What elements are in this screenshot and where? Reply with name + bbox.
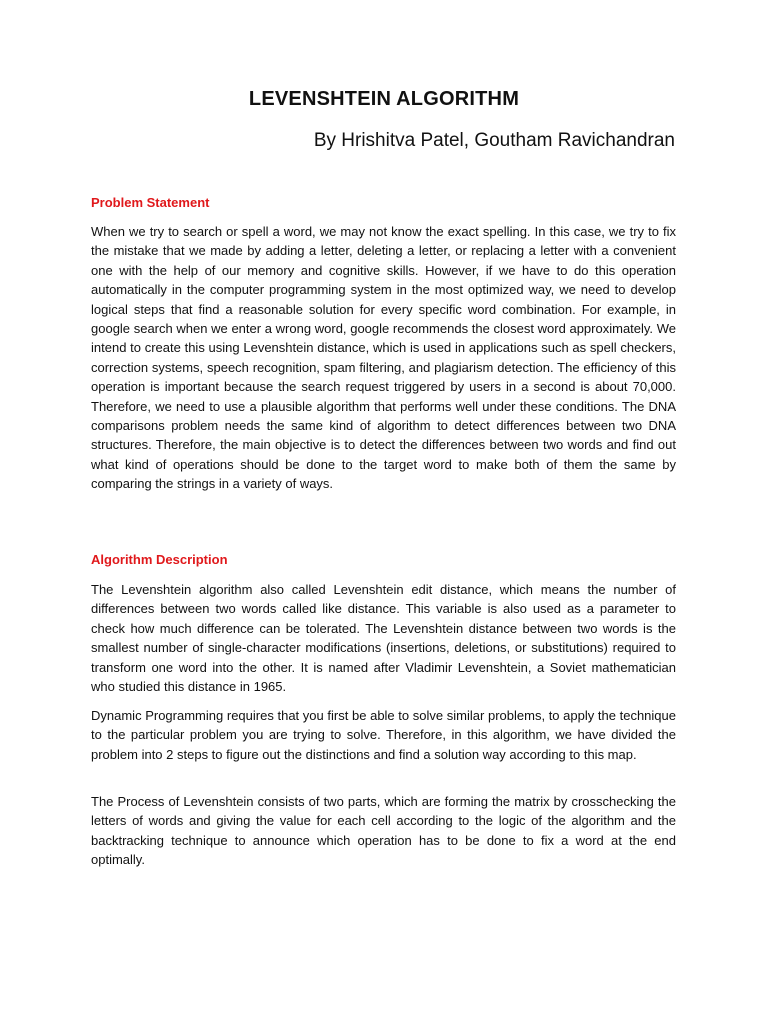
section-heading-algorithm-description: Algorithm Description xyxy=(91,552,228,567)
algorithm-description-paragraph-1: The Levenshtein algorithm also called Levenshtein edit distance, which means the number of differences between two words called like distance. This variable is also used as a parameter to check how much difference can be tolerated. The Levenshtein distance between two words is the smallest number of single-character modifications (insertions, deletions, or substitutions) required to transform one word into the other. It is named after Vladimir Levenshtein, a Soviet mathematician who studied this distance in 1965. xyxy=(91,582,676,695)
document-authors: By Hrishitva Patel, Goutham Ravichandran xyxy=(313,130,675,151)
algorithm-description-paragraph-3: The Process of Levenshtein consists of two parts, which are forming the matrix by crosschecking the letters of words and giving the value for each cell according to the logic of the algorithm and the backtracking technique to announce which operation has to be done to fix a word at the end optimally. xyxy=(91,794,676,868)
section-heading-problem-statement: Problem Statement xyxy=(91,195,210,210)
algorithm-description-paragraph-2: Dynamic Programming requires that you first be able to solve similar problems, to apply the technique to the particular problem you are trying to solve. Therefore, in this algorithm, we have divided the problem into 2 steps to figure out the distinctions and find a solution way according to this map. xyxy=(91,708,676,762)
document-title: LEVENSHTEIN ALGORITHM xyxy=(248,88,520,110)
problem-statement-paragraph: When we try to search or spell a word, we may not know the exact spelling. In this case, we try to fix the mistake that we made by adding a letter, deleting a letter, or replacing a letter with a convenient one with the help of our memory and cognitive skills. However, if we have to do this operation automatically in the computer programming system in the most optimized way, we need to develop logical steps that find a reasonable solution for every specific word combination. For example, in google search when we enter a wrong word, google recommends the closest word approximately. We intend to create this using Levenshtein distance, which is used in applications such as spell checkers, correction systems, speech recognition, spam filtering, and plagiarism detection. The efficiency of this operation is important because the search request triggered by users in a second is about 70,000. Therefore, we need to use a plausible algorithm that performs well under these conditions. The DNA comparisons problem needs the same kind of algorithm to detect differences between two DNA structures. Therefore, the main objective is to detect the differences between two words and find out what kind of operations should be done to the target word to make both of them the same by comparing the strings in a variety of ways. xyxy=(91,224,676,492)
